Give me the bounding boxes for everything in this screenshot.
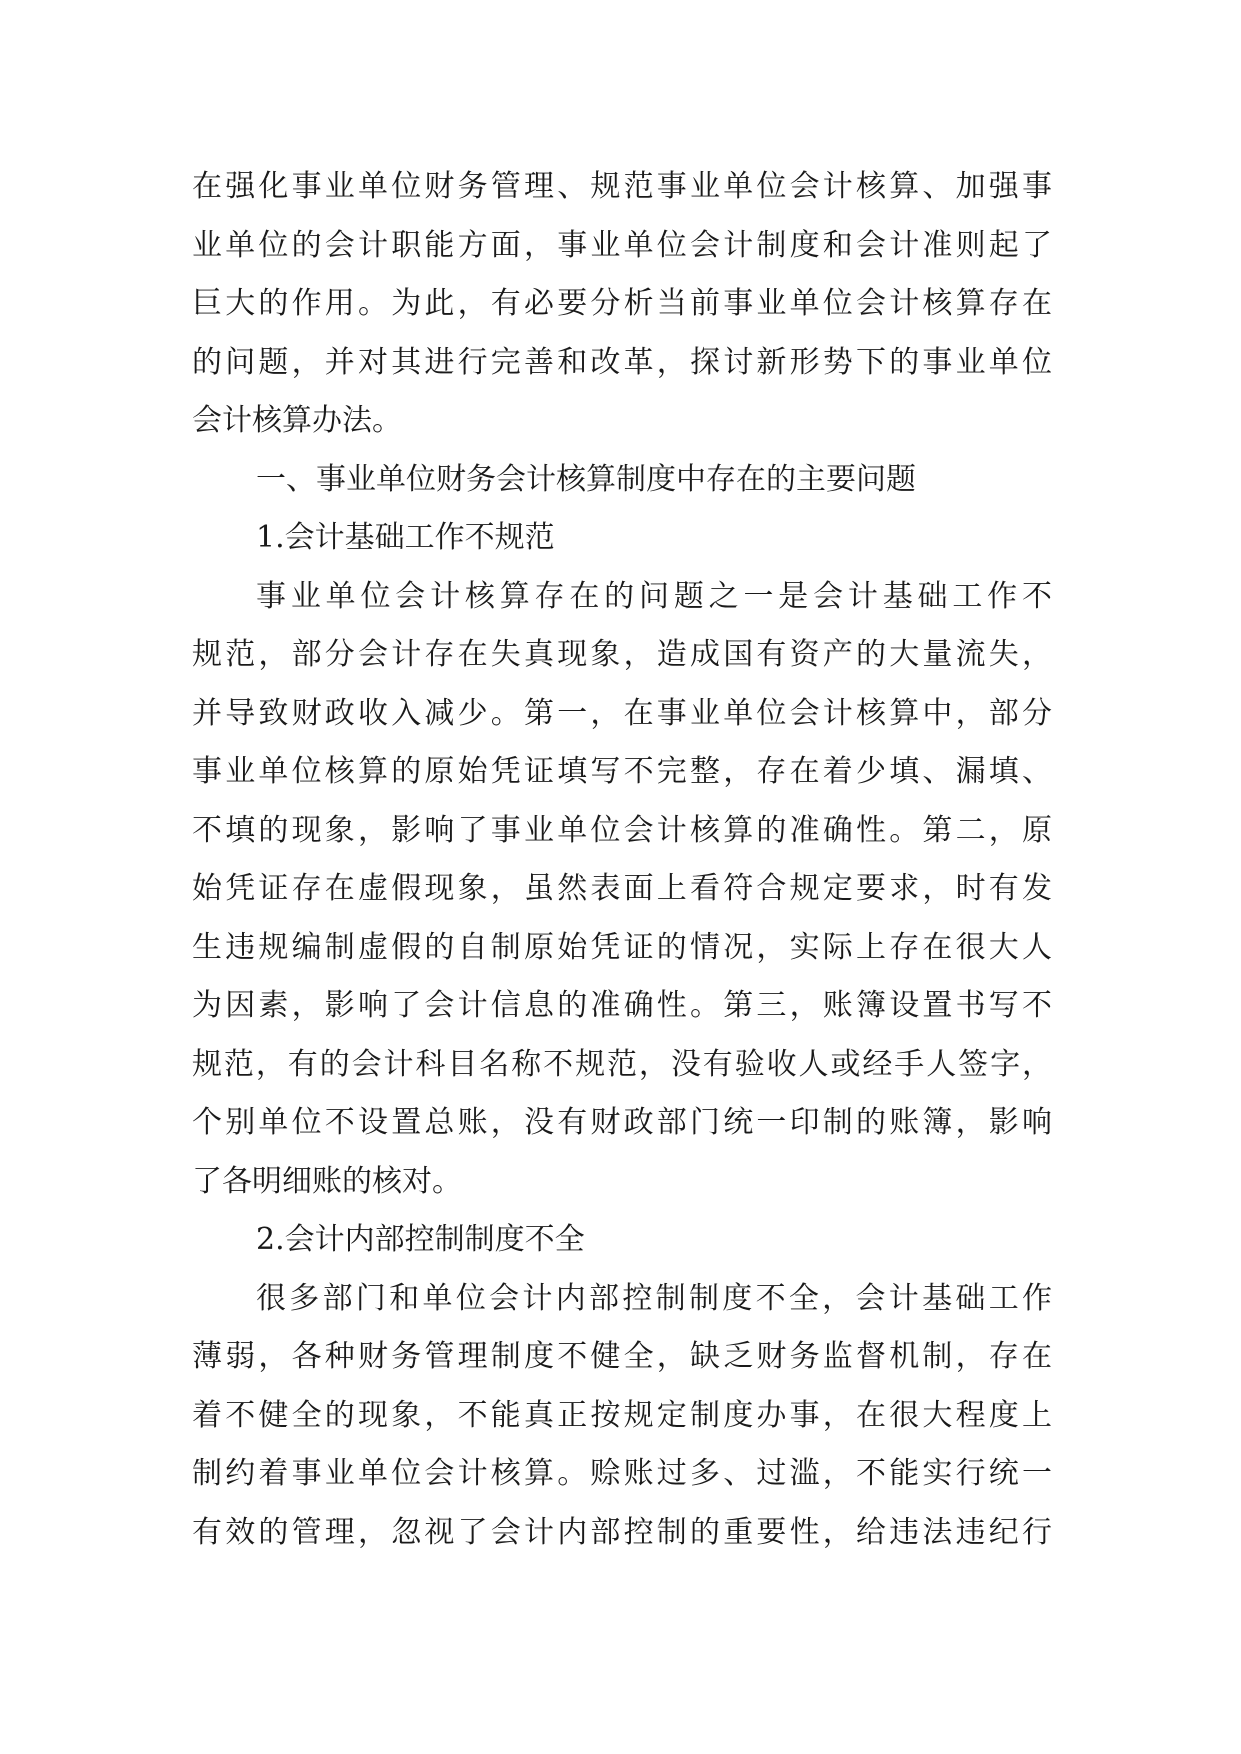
text-line: 1.会计基础工作不规范 [256, 520, 555, 555]
text-line: 在强化事业单位财务管理、规范事业单位会计核算、加强事 [192, 169, 1052, 204]
text-line: 很多部门和单位会计内部控制制度不全，会计基础工作 [256, 1280, 1052, 1316]
text-line: 规范，部分会计存在失真现象，造成国有资产的大量流失， [192, 637, 1052, 672]
text-line: 规范，有的会计科目名称不规范，没有验收人或经手人签字， [192, 1046, 1052, 1082]
text-line: 始凭证存在虚假现象，虽然表面上看符合规定要求，时有发 [192, 871, 1052, 906]
text-line: 会计核算办法。 [192, 403, 402, 438]
text-line: 业单位的会计职能方面，事业单位会计制度和会计准则起了 [192, 227, 1052, 263]
text-line: 2.会计内部控制制度不全 [256, 1222, 585, 1257]
text-line: 有效的管理，忽视了会计内部控制的重要性，给违法违纪行 [192, 1514, 1052, 1550]
text-line: 巨大的作用。为此，有必要分析当前事业单位会计核算存在 [192, 286, 1052, 321]
text-line: 生违规编制虚假的自制原始凭证的情况，实际上存在很大人 [192, 929, 1052, 965]
text-line: 薄弱，各种财务管理制度不健全，缺乏财务监督机制，存在 [192, 1339, 1052, 1374]
text-line: 的问题，并对其进行完善和改革，探讨新形势下的事业单位 [192, 344, 1052, 380]
text-line: 着不健全的现象，不能真正按规定制度办事，在很大程度上 [192, 1397, 1052, 1433]
text-line: 个别单位不设置总账，没有财政部门统一印制的账簿，影响 [192, 1105, 1052, 1140]
text-line: 制约着事业单位会计核算。赊账过多、过滥，不能实行统一 [192, 1456, 1052, 1491]
text-line: 了各明细账的核对。 [192, 1163, 462, 1199]
text-line: 不填的现象，影响了事业单位会计核算的准确性。第二，原 [192, 812, 1052, 848]
text-line: 为因素，影响了会计信息的准确性。第三，账簿设置书写不 [192, 988, 1052, 1023]
document-body [192, 158, 1052, 1562]
text-line: 一、事业单位财务会计核算制度中存在的主要问题 [256, 461, 916, 497]
text-line: 事业单位会计核算存在的问题之一是会计基础工作不 [256, 578, 1052, 614]
text-line: 并导致财政收入减少。第一，在事业单位会计核算中，部分 [192, 695, 1052, 731]
text-line: 事业单位核算的原始凭证填写不完整，存在着少填、漏填、 [192, 754, 1052, 789]
